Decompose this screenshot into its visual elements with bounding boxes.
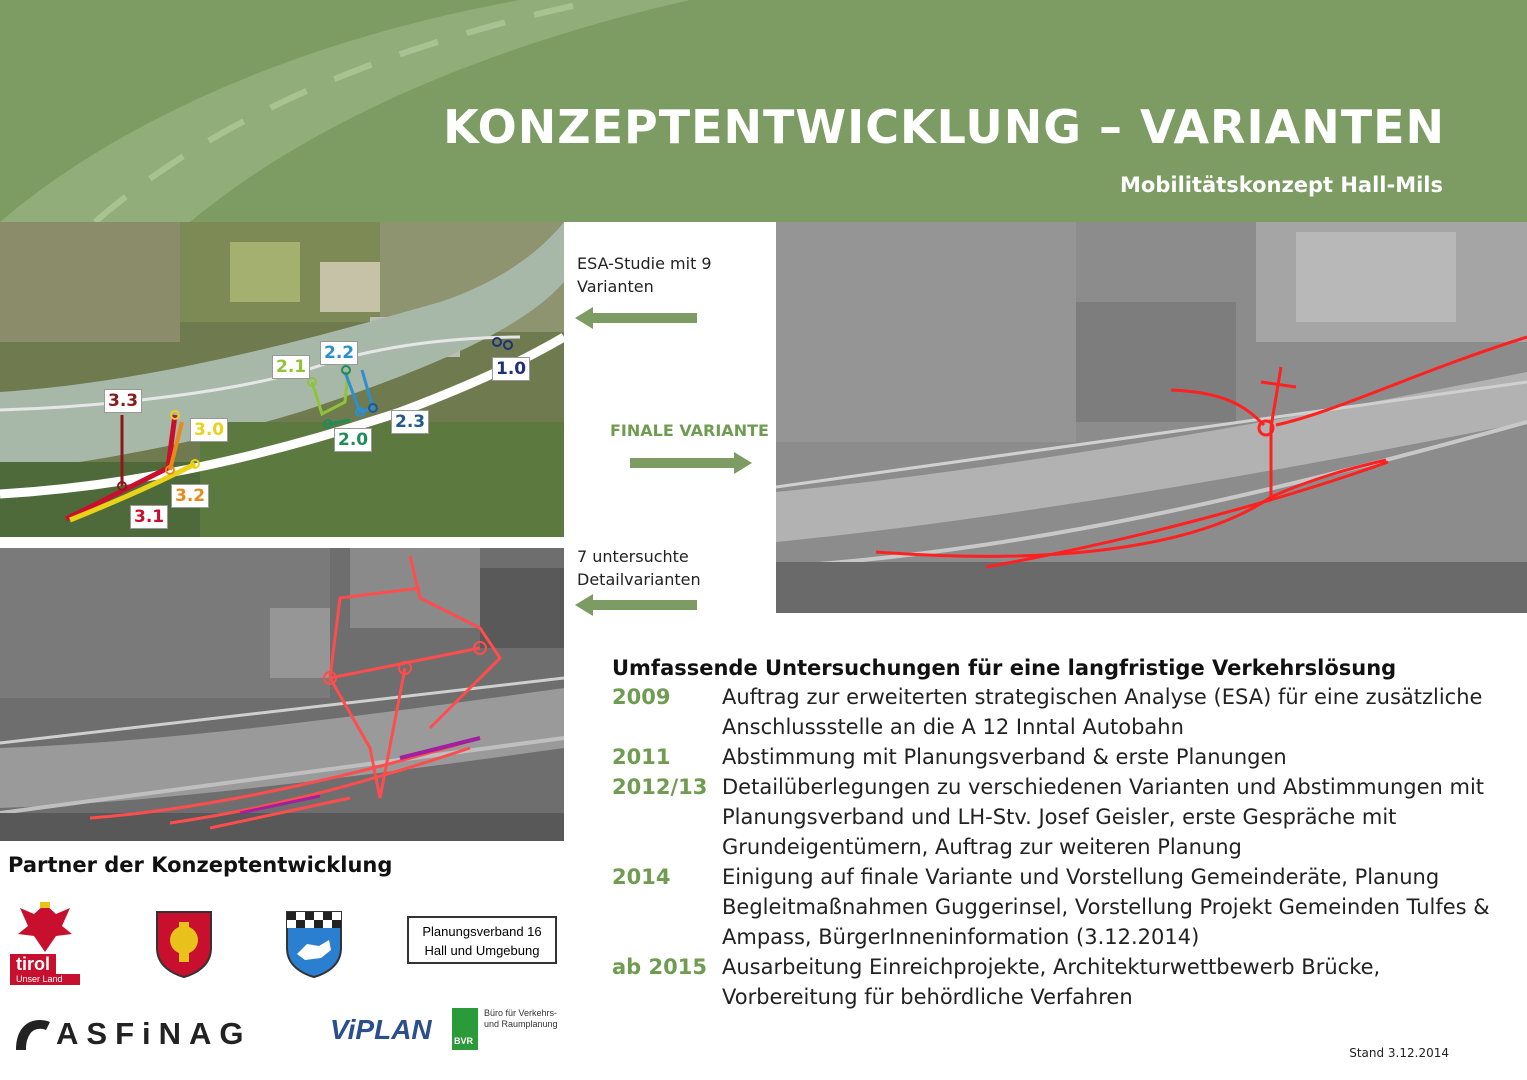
timeline-entry: [612, 682, 1512, 742]
tirol-logo-subtext: Unser Land: [10, 974, 80, 985]
arrow-left-icon: [575, 594, 699, 616]
variant-badge-3-0: 3.0: [190, 418, 228, 442]
hall-coat-of-arms-icon: [155, 910, 213, 978]
asfinag-logo-text: ASFiNAG: [56, 1016, 252, 1051]
tirol-eagle-icon: [10, 900, 80, 954]
variant-badge-3-2: 3.2: [171, 484, 209, 508]
variant-badge-3-3: 3.3: [104, 389, 142, 413]
arrow-right-icon: [630, 452, 754, 474]
esa-variants-map: [0, 222, 564, 537]
header-banner: [0, 0, 1527, 222]
timeline-year: 2009: [612, 685, 671, 709]
timeline-text: Abstimmung mit Planungsverband & erste Planungen: [722, 745, 1287, 769]
timeline-heading: Umfassende Untersuchungen für eine langfristige Verkehrslösung: [612, 656, 1397, 680]
detail-variants-map: [0, 548, 564, 841]
planungsverband-line1: Planungsverband 16: [422, 924, 542, 939]
page-subtitle: Mobilitätskonzept Hall-Mils: [1120, 173, 1443, 197]
timeline-entry: [612, 772, 1512, 862]
variant-badge-3-1: 3.1: [130, 505, 168, 529]
variant-badge-2-3: 2.3: [391, 410, 429, 434]
timeline-entry: [612, 862, 1512, 952]
variant-badge-2-1: 2.1: [272, 355, 310, 379]
asfinag-logo-icon: [12, 1016, 52, 1052]
tirol-logo-text: tirol: [10, 954, 56, 974]
timeline-entry: [612, 742, 1512, 772]
timeline-year: 2014: [612, 865, 671, 889]
timeline-year: 2011: [612, 745, 671, 769]
municipal-coat-of-arms-icon: [285, 910, 343, 978]
planungsverband-line2: Hall und Umgebung: [424, 943, 540, 958]
stand-date: Stand 3.12.2014: [1349, 1046, 1449, 1060]
partners-title: Partner der Konzeptentwicklung: [8, 853, 393, 877]
timeline-section: [612, 656, 1512, 1012]
planungsverband-logo: [407, 916, 557, 964]
timeline-text: Auftrag zur erweiterten strategischen Analyse (ESA) für eine zusätzliche Anschlussstelle an die A 12 Inntal Autobahn: [722, 685, 1483, 739]
timeline-text: Einigung auf finale Variante und Vorstellung Gemeinderäte, Planung Begleitmaßnahmen Guggerinsel, Vorstellung Projekt Gemeinden Tulfes & Ampass, BürgerInneninformation (3.12.2014): [722, 865, 1490, 949]
variant-badge-2-0: 2.0: [334, 428, 372, 452]
bvr-logo-label: BVR: [454, 1036, 474, 1046]
timeline-text: Detailüberlegungen zu verschiedenen Varianten und Abstimmungen mit Planungsverband und LH-Stv. Josef Geisler, erste Gespräche mit Grundeigentümern, Auftrag zur weiteren Planung: [722, 775, 1485, 859]
timeline-year: ab 2015: [612, 955, 707, 979]
variant-badge-2-2: 2.2: [320, 341, 358, 365]
esa-study-label: ESA-Studie mit 9 Varianten: [577, 254, 712, 296]
arrow-left-icon: [575, 307, 699, 329]
final-variant-label: FINALE VARIANTE: [610, 421, 769, 440]
bvr-logo-text: Büro für Verkehrs- und Raumplanung: [484, 1008, 558, 1029]
timeline-text: Ausarbeitung Einreichprojekte, Architekturwettbewerb Brücke, Vorbereitung für behördliche Verfahren: [722, 955, 1381, 1009]
timeline-year: 2012/13: [612, 775, 708, 799]
viplan-logo-text: ViPLAN: [330, 1014, 432, 1045]
page-title: KONZEPTENTWICKLUNG – VARIANTEN: [443, 100, 1445, 154]
timeline-entry: [612, 952, 1512, 1012]
detail-variants-label: 7 untersuchte Detailvarianten: [577, 547, 701, 589]
variant-badge-1-0: 1.0: [492, 357, 530, 381]
final-variant-map: [776, 222, 1527, 613]
